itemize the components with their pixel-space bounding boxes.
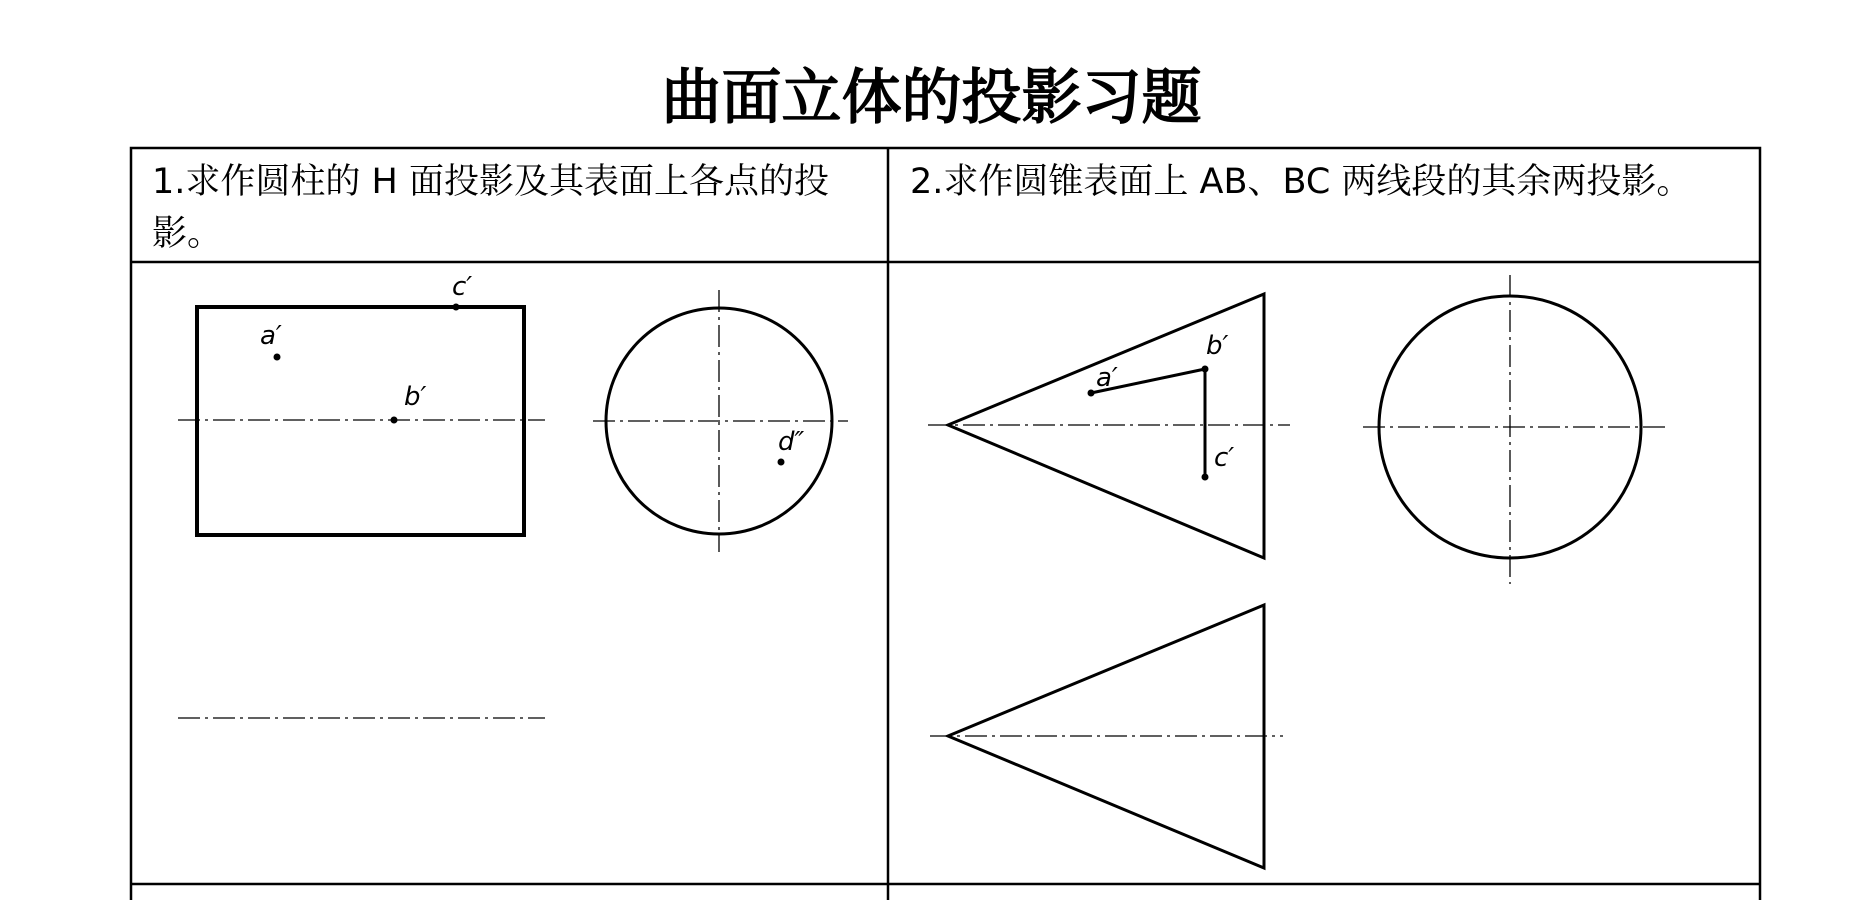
cone-point-b-marker bbox=[1202, 366, 1209, 373]
problem-2-drawing bbox=[928, 275, 1668, 868]
problem-1-drawing bbox=[178, 272, 848, 718]
problem-2-text: 2.求作圆锥表面上 AB、BC 两线段的其余两投影。 bbox=[910, 162, 1692, 202]
exercise-table bbox=[131, 148, 1760, 900]
cylinder-front-view bbox=[197, 307, 524, 535]
point-c-label: c′ bbox=[452, 272, 473, 302]
point-d-label: d″ bbox=[778, 427, 805, 457]
point-a-marker bbox=[274, 354, 281, 361]
cone-point-a-marker bbox=[1088, 390, 1095, 397]
cone-point-c-marker bbox=[1202, 474, 1209, 481]
point-b-label: b′ bbox=[404, 382, 427, 412]
point-a-label: a′ bbox=[260, 321, 282, 351]
cone-point-b-label: b′ bbox=[1206, 331, 1229, 361]
problem-1-text: 1.求作圆柱的 H 面投影及其表面上各点的投影。 bbox=[152, 162, 829, 254]
point-c-marker bbox=[453, 304, 460, 311]
cone-point-c-label: c′ bbox=[1214, 443, 1235, 473]
page-title: 曲面立体的投影习题 bbox=[661, 63, 1202, 133]
cone-point-a-label: a′ bbox=[1096, 363, 1118, 393]
point-b-marker bbox=[391, 417, 398, 424]
point-d-marker bbox=[778, 459, 785, 466]
